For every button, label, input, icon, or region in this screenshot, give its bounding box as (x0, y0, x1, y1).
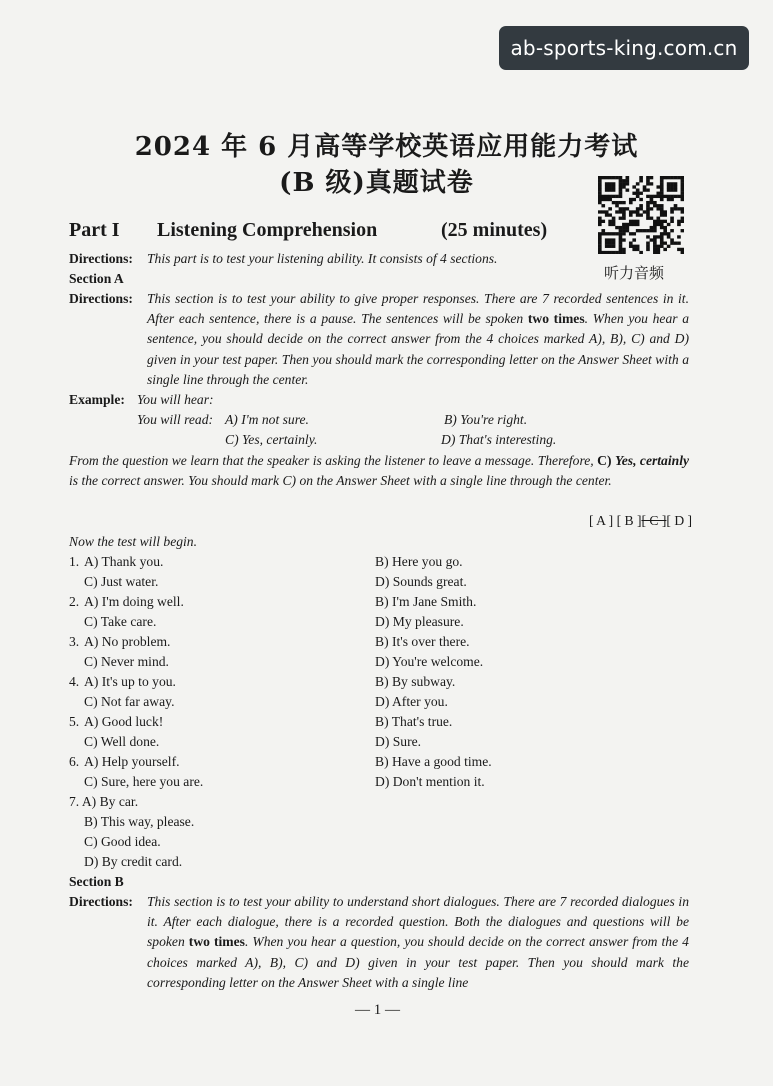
option-b: B) Here you go. (375, 554, 463, 569)
question-number: 7. (69, 794, 80, 809)
answer-mark-d: [ D ] (666, 513, 693, 528)
example-answer-marks (589, 511, 692, 531)
page-number: — 1 — (355, 1002, 400, 1018)
option-a: A) Help yourself. (84, 754, 180, 769)
part-directions: This part is to test your listening ability. It consists of 4 sections. (147, 251, 498, 266)
example-option-c: C) Yes, certainly. (225, 432, 318, 447)
option-b: B) I'm Jane Smith. (375, 594, 477, 609)
section-b-label: Section B (69, 874, 124, 889)
example-read-label: You will read: (137, 412, 214, 427)
qr-caption: 听力音频 (604, 264, 665, 282)
part-heading (69, 219, 548, 242)
option-c: C) Not far away. (84, 694, 175, 709)
option-d: D) You're welcome. (375, 654, 484, 669)
section-b-directions: This section is to test your ability to understand short dialogues. There are 7 recorded dialogues in it. After each dialogue, there is a recorded question. Both the dialogues and questions will be spoken two times. When you hear a question, you should decide on the correct answer from the 4 choices marked A), B), C) and D) given in your test paper. Then you should mark the corresponding letter on the Answer Sheet with a single line (147, 894, 689, 990)
question-number: 6. (69, 754, 80, 769)
option-b: B) By subway. (375, 674, 456, 689)
option-d: D) Sounds great. (375, 574, 467, 589)
question-number: 1. (69, 554, 80, 569)
question-7-b: B) This way, please. (84, 814, 195, 829)
option-d: D) My pleasure. (375, 614, 464, 629)
example-option-b: B) You're right. (444, 412, 528, 427)
section-a-directions: This section is to test your ability to give proper responses. There are 7 recorded sentences in it. After each sentence, there is a pause. The sentences will be spoken two times. When you hear a sentence, you should decide on the correct answer from the 4 choices marked A), B), C) and D) given in your test paper. Then you should mark the corresponding letter on the Answer Sheet with a single line through the center. (147, 291, 689, 387)
question-number: 4. (69, 674, 80, 689)
example-label: Example: (69, 392, 125, 407)
example-option-a: A) I'm not sure. (225, 412, 309, 427)
option-a: A) Good luck! (84, 714, 164, 729)
directions-label: Directions: (69, 251, 133, 266)
option-c: C) Take care. (84, 614, 157, 629)
answer-mark-ab: [ A ] [ B ] (589, 513, 642, 528)
option-d: D) Sure. (375, 734, 422, 749)
question-number: 5. (69, 714, 80, 729)
option-a: A) By car. (81, 794, 139, 809)
question-7-c: C) Good idea. (84, 834, 161, 849)
option-a: A) No problem. (84, 634, 171, 649)
option-c: C) Well done. (84, 734, 160, 749)
option-a: A) It's up to you. (84, 674, 176, 689)
section-b-directions-label: Directions: (69, 894, 133, 909)
section-a-directions-label: Directions: (69, 291, 133, 306)
option-a: A) Thank you. (84, 554, 164, 569)
qr-code-icon[interactable] (598, 176, 684, 254)
section-a-label: Section A (69, 271, 124, 286)
exam-title: 2024 年 6 月高等学校英语应用能力考试 (134, 132, 639, 162)
option-d: D) Don't mention it. (375, 774, 485, 789)
example-option-d: D) That's interesting. (441, 432, 557, 447)
watermark-badge: ab-sports-king.com.cn (499, 26, 749, 70)
answer-mark-c-struck: [ C ] (641, 513, 667, 528)
option-d: D) After you. (375, 694, 448, 709)
example-explanation: From the question we learn that the speaker is asking the listener to leave a message. Therefore, C) Yes, certainly is the correct answer. You should mark C) on the Answer Sheet with a single line through the center. (69, 453, 690, 489)
option-c: C) Never mind. (84, 654, 169, 669)
option-b: B) That's true. (375, 714, 453, 729)
exam-subtitle: (B 级)真题试卷 (279, 168, 474, 198)
part-label: Part I (69, 219, 120, 241)
part-time: (25 minutes) (441, 219, 548, 241)
question-number: 2. (69, 594, 80, 609)
test-begin: Now the test will begin. (69, 534, 198, 549)
option-a: A) I'm doing well. (84, 594, 184, 609)
example-hear: You will hear: (137, 392, 214, 407)
part-title: Listening Comprehension (157, 219, 378, 241)
question-7-d: D) By credit card. (84, 854, 183, 869)
option-b: B) Have a good time. (375, 754, 492, 769)
option-b: B) It's over there. (375, 634, 470, 649)
question-number: 3. (69, 634, 80, 649)
option-c: C) Just water. (84, 574, 159, 589)
option-c: C) Sure, here you are. (84, 774, 204, 789)
question-7-a (69, 792, 138, 812)
